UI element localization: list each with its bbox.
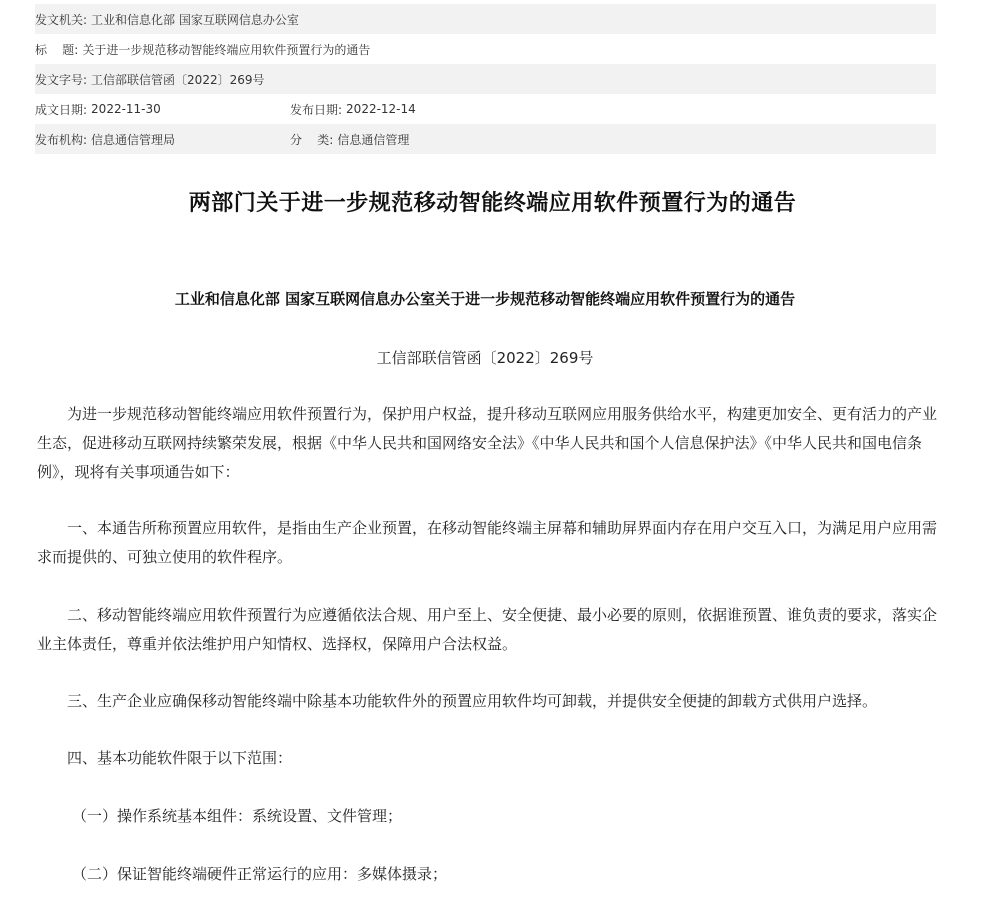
page-title: 两部门关于进一步规范移动智能终端应用软件预置行为的通告 bbox=[188, 191, 797, 216]
meta-row-publisher bbox=[35, 124, 936, 154]
publish-date-label: 发布日期: bbox=[290, 102, 343, 117]
paragraph-item-2: 二、移动智能终端应用软件预置行为应遵循依法合规、用户至上、安全便捷、最小必要的原则，依据谁预置、谁负责的要求，落实企业主体责任，尊重并依法维护用户知情权、选择权，保障用户合法权益。 bbox=[37, 606, 938, 653]
created-date-label: 成文日期: bbox=[35, 102, 88, 117]
paragraph-subitem-1: （一）操作系统基本组件：系统设置、文件管理； bbox=[72, 807, 403, 825]
document-number-line: 工信部联信管函〔2022〕269号 bbox=[376, 349, 594, 367]
category-label: 分 类: bbox=[290, 132, 334, 147]
issuer-label: 发文机关: bbox=[35, 12, 88, 27]
meta-row-issuer bbox=[35, 4, 936, 34]
publish-date-value: 2022-12-14 bbox=[346, 102, 416, 116]
publisher-value: 信息通信管理局 bbox=[91, 132, 176, 147]
created-date-value: 2022-11-30 bbox=[91, 102, 161, 116]
subject-value: 关于进一步规范移动智能终端应用软件预置行为的通告 bbox=[82, 42, 371, 57]
doc-number-label: 发文字号: bbox=[35, 72, 88, 87]
subject-label: 标 题: bbox=[35, 42, 79, 57]
paragraph-item-1: 一、本通告所称预置应用软件，是指由生产企业预置，在移动智能终端主屏幕和辅助屏界面内存在用户交互入口，为满足用户应用需求而提供的、可独立使用的软件程序。 bbox=[37, 519, 938, 566]
issuer-value: 工业和信息化部 国家互联网信息办公室 bbox=[91, 12, 299, 27]
meta-row-dates bbox=[35, 94, 936, 124]
publisher-label: 发布机构: bbox=[35, 132, 88, 147]
meta-row-doc-number bbox=[35, 64, 936, 94]
paragraph-intro: 为进一步规范移动智能终端应用软件预置行为，保护用户权益，提升移动互联网应用服务供给水平，构建更加安全、更有活力的产业生态，促进移动互联网持续繁荣发展，根据《中华人民共和国网络安全法》《中华人民共和国个人信息保护法》《中华人民共和国电信条例》，现将有关事项通告如下： bbox=[37, 405, 938, 481]
document-subtitle: 工业和信息化部 国家互联网信息办公室关于进一步规范移动智能终端应用软件预置行为的通告 bbox=[174, 290, 796, 308]
category-value: 信息通信管理 bbox=[337, 132, 410, 147]
paragraph-item-3: 三、生产企业应确保移动智能终端中除基本功能软件外的预置应用软件均可卸载，并提供安全便捷的卸载方式供用户选择。 bbox=[67, 692, 878, 710]
doc-number-value: 工信部联信管函〔2022〕269号 bbox=[91, 72, 265, 87]
paragraph-subitem-2: （二）保证智能终端硬件正常运行的应用：多媒体摄录； bbox=[72, 865, 448, 883]
meta-row-subject bbox=[35, 34, 936, 64]
paragraph-item-4: 四、基本功能软件限于以下范围： bbox=[67, 749, 293, 767]
document-metadata-table bbox=[35, 4, 936, 154]
